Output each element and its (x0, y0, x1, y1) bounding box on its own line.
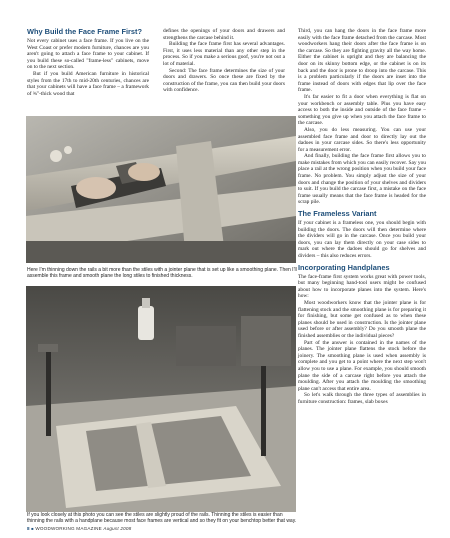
paragraph: The face-frame first system works great with power tools, but many beginning hand-tool users might be confused about how to incorporate planes into the system. Here's how: (298, 273, 426, 300)
paragraph: defines the openings of your doors and drawers and strengthens the carcase behind it. (163, 28, 285, 41)
caption-top: Here I'm thinning down the rails a bit more than the stiles with a jointer plane that is set up like a smoothing plane. Then I'll assemble this frame and smooth plane the long stiles to finished thickness. (27, 267, 297, 280)
paragraph: Also, you do less measuring. You can use your assembled face frame and door to directly lay out the dadoes in your carcase sides. So there's less opportunity for a measurement error. (298, 126, 426, 153)
heading-incorporating-handplanes: Incorporating Handplanes (298, 262, 390, 272)
paragraph: It's far easier to fit a door when everything is flat on your workbench or assembly table. Plus you have easy access to both the inside and outside of the face frame – something you give up when you attach the face frame to the carcase. (298, 93, 426, 127)
page-footer (27, 526, 131, 531)
magazine-name: WOODWORKING MAGAZINE (35, 526, 102, 531)
column-2 (163, 28, 285, 94)
column-1 (27, 28, 149, 97)
paragraph: But if you build American furniture in historical styles from the 17th to mid-20th centuries, chances are that your cabinets will have a face frame – a framework of ¾"-thick wood that (27, 70, 149, 97)
column-3 (298, 28, 426, 405)
photo-face-frame-clamps-image (26, 286, 296, 512)
footer-separator: ■ (31, 526, 34, 531)
page-number: 8 (27, 526, 30, 531)
paragraph: Second: The face frame determines the size of your doors and drawers. So once these are fixed by the construction of the frame, you can then build your doors with confidence. (163, 67, 285, 94)
paragraph: Building the face frame first has several advantages. First, it uses less material than any other step in the process. So if you make a serious goof, you're not out a lot of material. (163, 41, 285, 67)
paragraph: Third, you can hang the doors in the face frame more easily with the face frame detached from the carcase. Most woodworkers hang their doors after the face frame is on the carcase. So they are fighting gravity all the way home. Either the cabinet is upright and they are balancing the door on its skinny bottom edge, or the cabinet is on its back and the door is prone to droop into the carcase. This is a problem particularly if the doors are inset into the frame instead of doors with edges that lip over the face frame. (298, 28, 426, 94)
paragraph: Not every cabinet uses a face frame. If you live on the West Coast or prefer modern furniture, chances are you aren't going to attach a face frame to your cabinet. If you build these so-called "frame-less" cabinets, move on to the next section. (27, 38, 149, 71)
paragraph: And finally, building the face frame first allows you to make mistakes from which you can easily recover. Say you place a rail at the wrong position when you build your face frame. No problem. You simply adjust the size of your doors and change the position of your shelves and dividers to suit. If you build the carcase first, a mistake on the face frame usually means that the face frame is headed for the scrap pile. (298, 153, 426, 206)
paragraph: If your cabinet is a frameless one, you should begin with building the doors. The doors will then determine where the dividers will go in the carcase. Once you build your doors, you can lay them directly on your case sides to mark out where the dadoes should go for shelves and dividers – this also reduces errors. (298, 220, 426, 259)
photo-planing-rails (26, 116, 296, 263)
paragraph: Most woodworkers know that the jointer plane is for flattening stock and the smoothing plane is for preparing it for finishing, but some get confused as to when these planes should be used in construction. Is the jointer plane used before or after assembly? Do you smooth plane the finished assemblies or the individual pieces? (298, 299, 426, 339)
caption-bottom: If you look closely at this photo you can see the stiles are slightly proud of the rails. Thinning the stiles is easier than thinning the rails with a handplane because most face frames are vertical and so they fit on your benchtop better that way. (27, 512, 297, 525)
heading-frameless-variant: The Frameless Variant (298, 209, 377, 219)
paragraph: Part of the answer is contained in the names of the planes. The jointer plane flattens the stock before the joinery. The smoothing plane is used when assembly is complete and you get to a point where the next step won't allow you to use a plane. For example, you should smooth plane the side of a carcase right before you attach the moulding. After you attach the moulding the smoothing plane can't access that entire area. (298, 339, 426, 392)
photo-face-frame-clamps (26, 286, 296, 512)
photo-planing-rails-image (26, 116, 296, 263)
paragraph: So let's walk through the three types of assemblies in furniture construction: frames, slab boxes (298, 392, 426, 405)
issue-date: August 2008 (103, 526, 132, 531)
heading-why-face-frame: Why Build the Face Frame First? (27, 27, 142, 36)
